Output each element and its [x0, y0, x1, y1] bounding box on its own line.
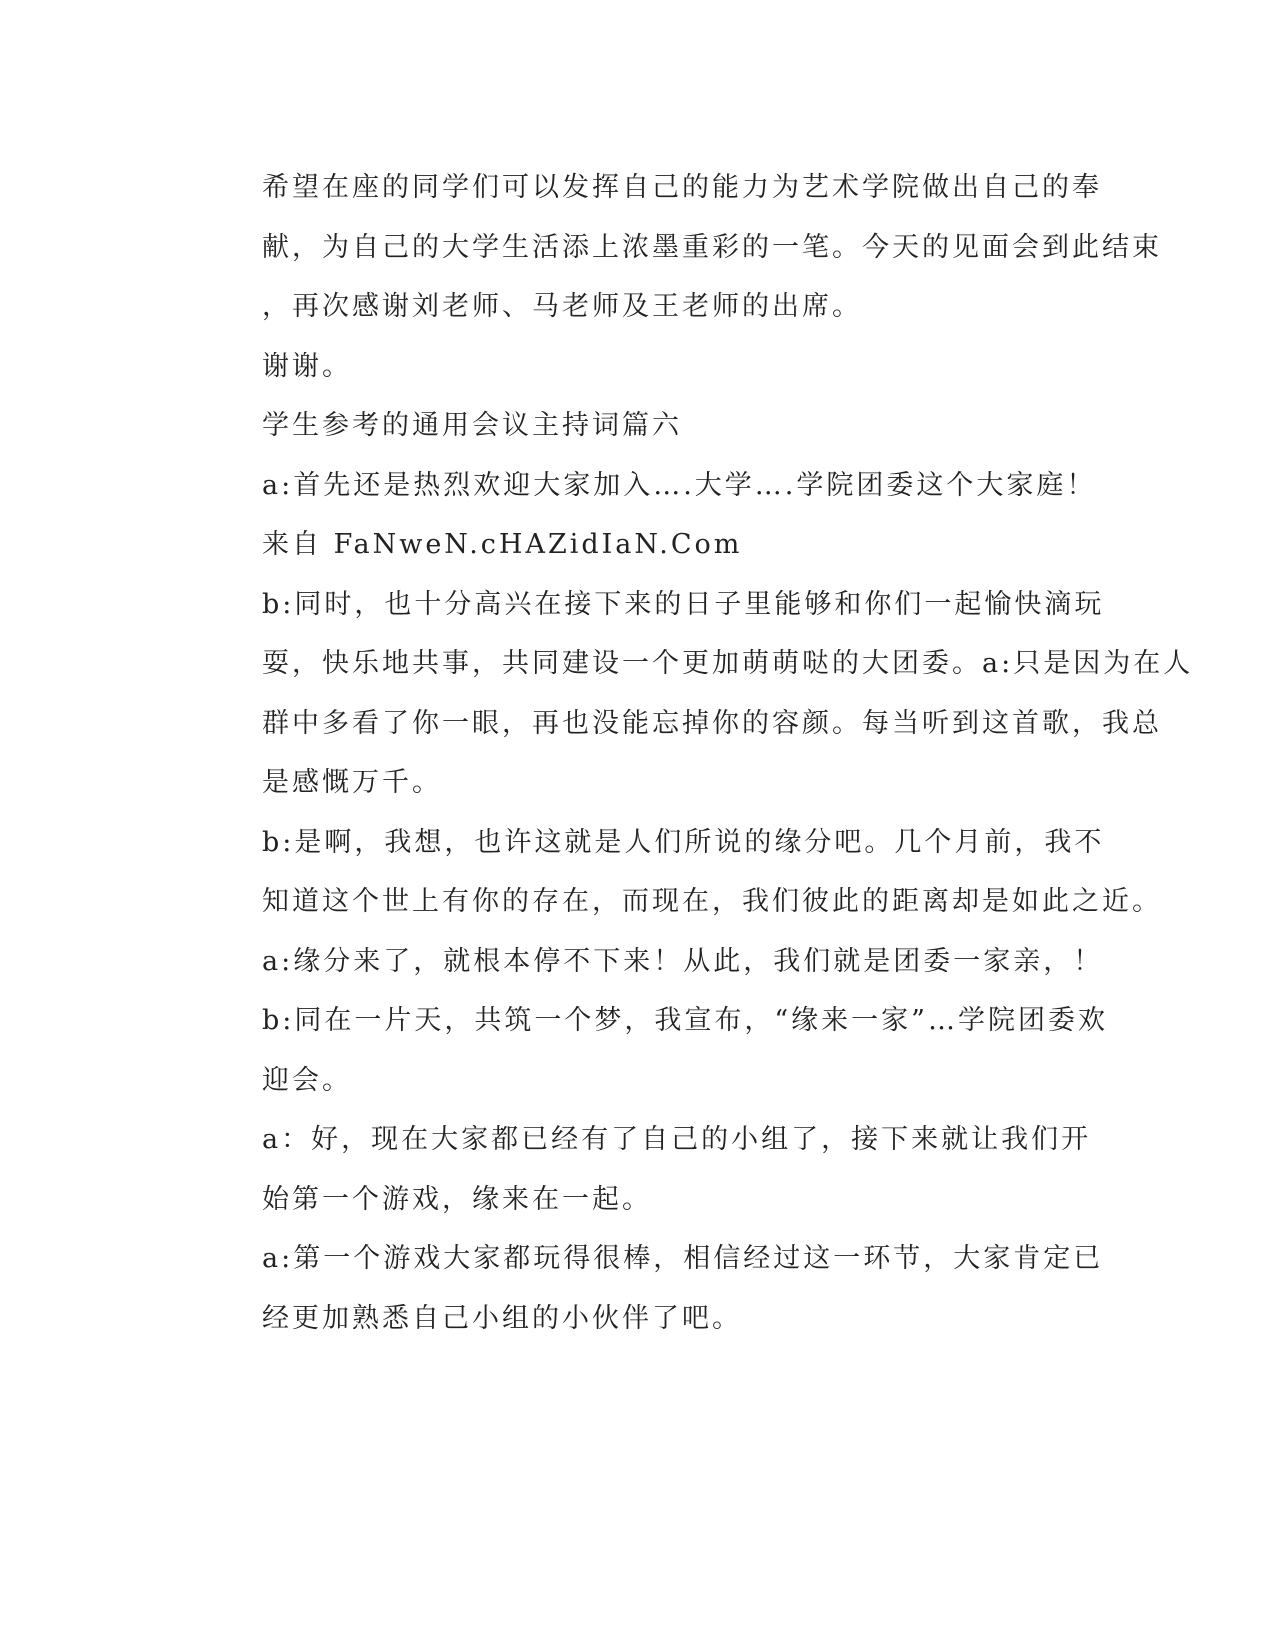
paragraph [188, 456, 1097, 516]
paragraph [188, 1229, 1104, 1348]
text-line: a：好，现在大家都已经有了自己的小组了，接下来就让我们开 [262, 1124, 1092, 1155]
text-line: 希望在座的同学们可以发挥自己的能力为艺术学院做出自己的奉 [262, 172, 1102, 203]
text-line: 学生参考的通用会议主持词篇六 [262, 410, 682, 441]
document-body [188, 158, 1194, 1348]
text-line: 耍，快乐地共事，共同建设一个更加萌萌哒的大团委。a:只是因为在人 [262, 648, 1194, 679]
text-line: 献，为自己的大学生活添上浓墨重彩的一笔。今天的见面会到此结束 [262, 231, 1162, 263]
text-line: a:首先还是热烈欢迎大家加入….大学….学院团委这个大家庭！ [262, 469, 1097, 501]
paragraph [188, 337, 1073, 397]
paragraph [188, 932, 1104, 992]
paragraph [188, 396, 1073, 456]
text-line: a:缘分来了，就根本停不下来！从此，我们就是团委一家亲，！ [262, 945, 1104, 977]
text-line: 群中多看了你一眼，再也没能忘掉你的容颜。每当听到这首歌，我总 [262, 707, 1162, 739]
paragraph [188, 813, 1162, 932]
text-line: 来自 FaNweN.cHAZidIaN.Com [262, 529, 743, 560]
paragraph [188, 1110, 1092, 1229]
text-line: 谢谢。 [262, 350, 352, 382]
paragraph [188, 991, 1108, 1110]
text-line: b:同时，也十分高兴在接下来的日子里能够和你们一起愉快滴玩 [262, 588, 1105, 620]
text-line: 知道这个世上有你的存在，而现在，我们彼此的距离却是如此之近。 [262, 886, 1162, 917]
text-line: ，再次感谢刘老师、马老师及王老师的出席。 [262, 291, 862, 322]
text-line: b:同在一片天，共筑一个梦，我宣布，“缘来一家”…学院团委欢 [262, 1005, 1108, 1036]
text-line: 经更加熟悉自己小组的小伙伴了吧。 [262, 1302, 742, 1334]
text-line: 迎会。 [262, 1064, 352, 1096]
text-line: b:是啊，我想，也许这就是人们所说的缘分吧。几个月前，我不 [262, 826, 1105, 858]
text-line: a:第一个游戏大家都玩得很棒，相信经过这一环节，大家肯定已 [262, 1243, 1104, 1274]
text-line: 始第一个游戏，缘来在一起。 [262, 1183, 652, 1215]
paragraph [188, 575, 1194, 813]
paragraph [188, 515, 1073, 575]
text-line: 是感慨万千。 [262, 767, 442, 798]
paragraph [188, 158, 1162, 337]
